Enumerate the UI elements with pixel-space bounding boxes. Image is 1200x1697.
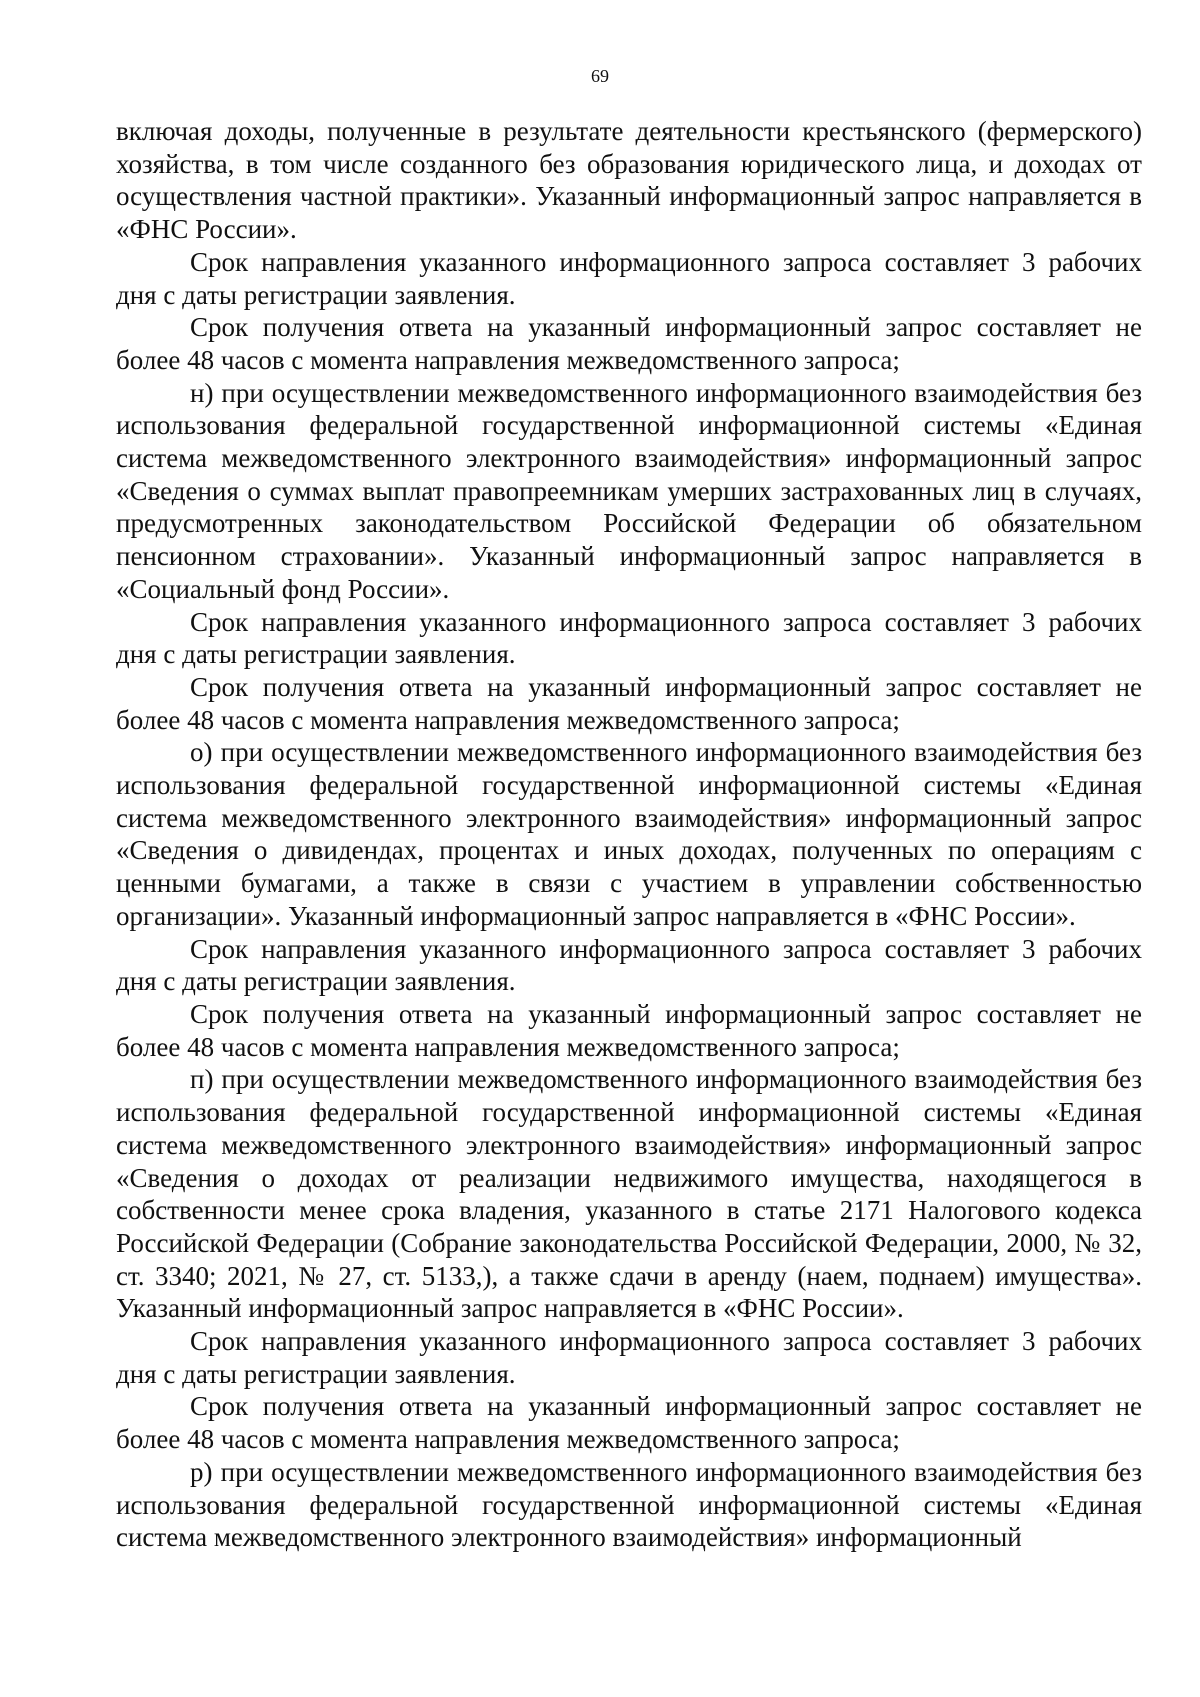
paragraph-item-n: н) при осуществлении межведомственного информационного взаимодействия без использования федеральной государственной информационной системы «Единая система межведомственного электронного взаимодействия» информационный запрос «Сведения о суммах выплат правопреемникам умерших застрахованных лиц в случаях, предусмотренных законодательством Российской Федерации об обязательном пенсионном страховании». Указанный информационный запрос направляется в «Социальный фонд России». (116, 377, 1142, 604)
paragraph-response-deadline: Срок получения ответа на указанный информационный запрос составляет не более 48 часов с момента направления межведомственного запроса; (116, 312, 1142, 375)
page-number: 69 (591, 66, 609, 86)
paragraph-request-deadline: Срок направления указанного информационного запроса составляет 3 рабочих дня с даты регистрации заявления. (116, 246, 1142, 310)
paragraph-request-deadline: Срок направления указанного информационного запроса составляет 3 рабочих дня с даты регистрации заявления. (116, 606, 1142, 670)
document-body (116, 115, 1142, 1554)
paragraph-request-deadline: Срок направления указанного информационного запроса составляет 3 рабочих дня с даты регистрации заявления. (116, 1326, 1142, 1389)
paragraph-request-deadline: Срок направления указанного информационного запроса составляет 3 рабочих дня с даты регистрации заявления. (116, 933, 1142, 997)
paragraph-item-p: п) при осуществлении межведомственного информационного взаимодействия без использования федеральной государственной информационной системы «Единая система межведомственного электронного взаимодействия» информационный запрос «Сведения о доходах от реализации недвижимого имущества, находящегося в собственности менее срока владения, указанного в статье 2171 Налогового кодекса Российской Федерации (Собрание законодательства Российской Федерации, 2000, № 32, ст. 3340; 2021, № 27, ст. 5133,), а также сдачи в аренду (наем, поднаем) имущества». Указанный информационный запрос направляется в «ФНС России». (116, 1064, 1142, 1324)
paragraph-item-o: о) при осуществлении межведомственного информационного взаимодействия без использования федеральной государственной информационной системы «Единая система межведомственного электронного взаимодействия» информационный запрос «Сведения о дивидендах, процентах и иных доходах, полученных по операциям с ценными бумагами, а также в связи с участием в управлении собственностью организации». Указанный информационный запрос направляется в «ФНС России». (116, 737, 1142, 931)
paragraph-response-deadline: Срок получения ответа на указанный информационный запрос составляет не более 48 часов с момента направления межведомственного запроса; (116, 671, 1142, 735)
paragraph-item-r: р) при осуществлении межведомственного информационного взаимодействия без использования федеральной государственной информационной системы «Единая система межведомственного электронного взаимодействия» информационный (116, 1456, 1142, 1553)
paragraph-response-deadline: Срок получения ответа на указанный информационный запрос составляет не более 48 часов с момента направления межведомственного запроса; (116, 1391, 1142, 1455)
paragraph-response-deadline: Срок получения ответа на указанный информационный запрос составляет не более 48 часов с момента направления межведомственного запроса; (116, 998, 1142, 1062)
paragraph-continuation: включая доходы, полученные в результате деятельности крестьянского (фермерского) хозяйства, в том числе созданного без образования юридического лица, и доходах от осуществления частной практики». Указанный информационный запрос направляется в «ФНС России». (116, 116, 1142, 245)
